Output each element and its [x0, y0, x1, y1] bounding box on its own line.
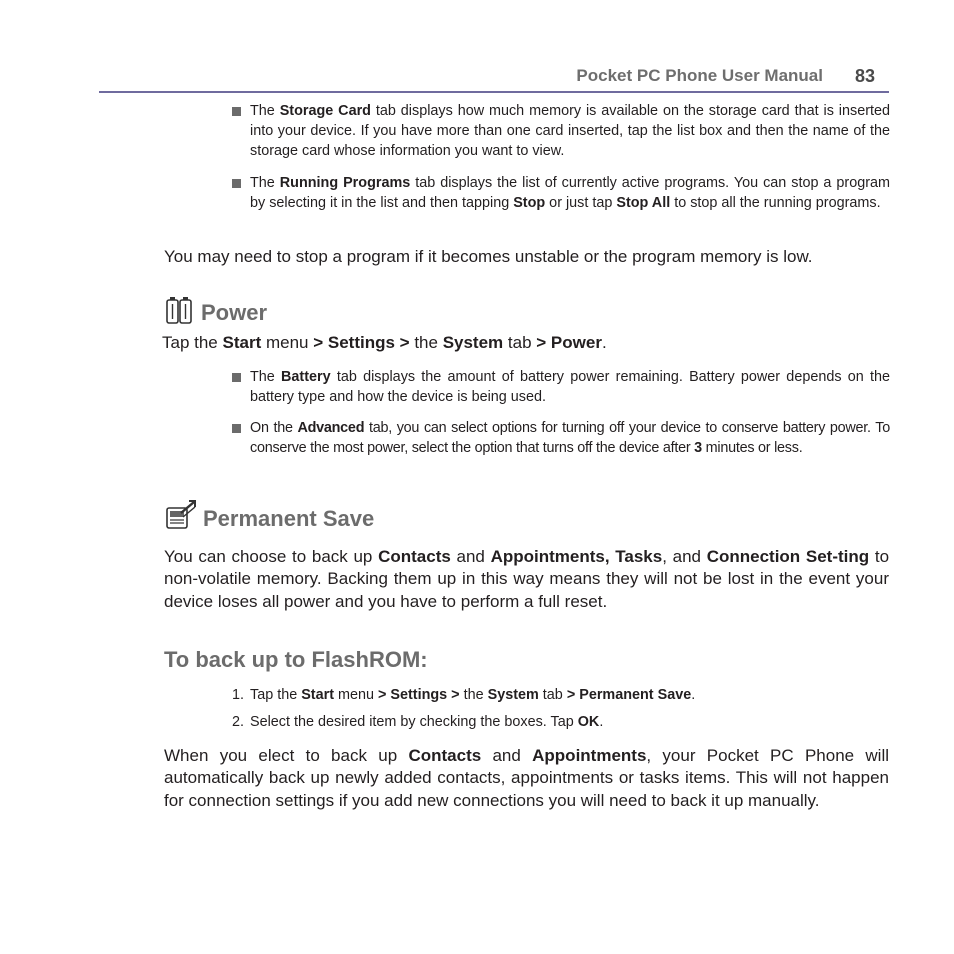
flashrom-step-1: 1. Tap the Start menu > Settings > the System tab > Permanent Save. [232, 687, 696, 703]
permanent-save-intro: You can choose to back up Contacts and Appointments, Tasks, and Connection Set-ting to non-volatile memory. Backing them up in this way means they will not be lost in the event your device loses all power and you have to perform a full reset. [164, 547, 890, 611]
bullet-square-icon [232, 373, 241, 382]
bullet-battery: The Battery tab displays the amount of battery power remaining. Battery power depends on the battery type and how the device is being used. [250, 368, 890, 408]
bullet-advanced: On the Advanced tab, you can select options for turning off your device to conserve battery power. To conserve the most power, select the option that turns off the device after 3 minutes or less. [250, 419, 890, 459]
flashrom-step-2: 2. Select the desired item by checking the boxes. Tap OK. [232, 714, 604, 730]
power-heading: Power [201, 300, 268, 325]
power-path: Tap the Start menu > Settings > the System tab > Power. [162, 333, 607, 352]
flashrom-heading: To back up to FlashROM: [164, 647, 428, 672]
permanent-save-heading: Permanent Save [203, 506, 375, 531]
bullet-storage-card: The Storage Card tab displays how much memory is available on the storage card that is inserted into your device. If you have more than one card inserted, tap the list box and then the name of the storage card whose information you want to view. [250, 102, 890, 161]
bullet-square-icon [232, 107, 241, 116]
note-stop-program: You may need to stop a program if it becomes unstable or the program memory is low. [164, 247, 813, 266]
bullet-square-icon [232, 424, 241, 433]
header-divider [99, 91, 889, 93]
bullet-running-programs: The Running Programs tab displays the list of currently active programs. You can stop a program by selecting it in the list and then tapping Stop or just tap Stop All to stop all the running programs. [250, 174, 890, 214]
page-number: 83 [854, 66, 875, 86]
flashrom-closing: When you elect to back up Contacts and Appointments, your Pocket PC Phone will automatically back up newly added contacts, appointments or tasks items. This will not happen for connection settings if you add new connections you will need to back it up manually. [164, 746, 890, 810]
save-device-icon [164, 499, 198, 531]
bullet-square-icon [232, 179, 241, 188]
manual-title: Pocket PC Phone User Manual [576, 66, 823, 85]
battery-icon [164, 295, 196, 325]
